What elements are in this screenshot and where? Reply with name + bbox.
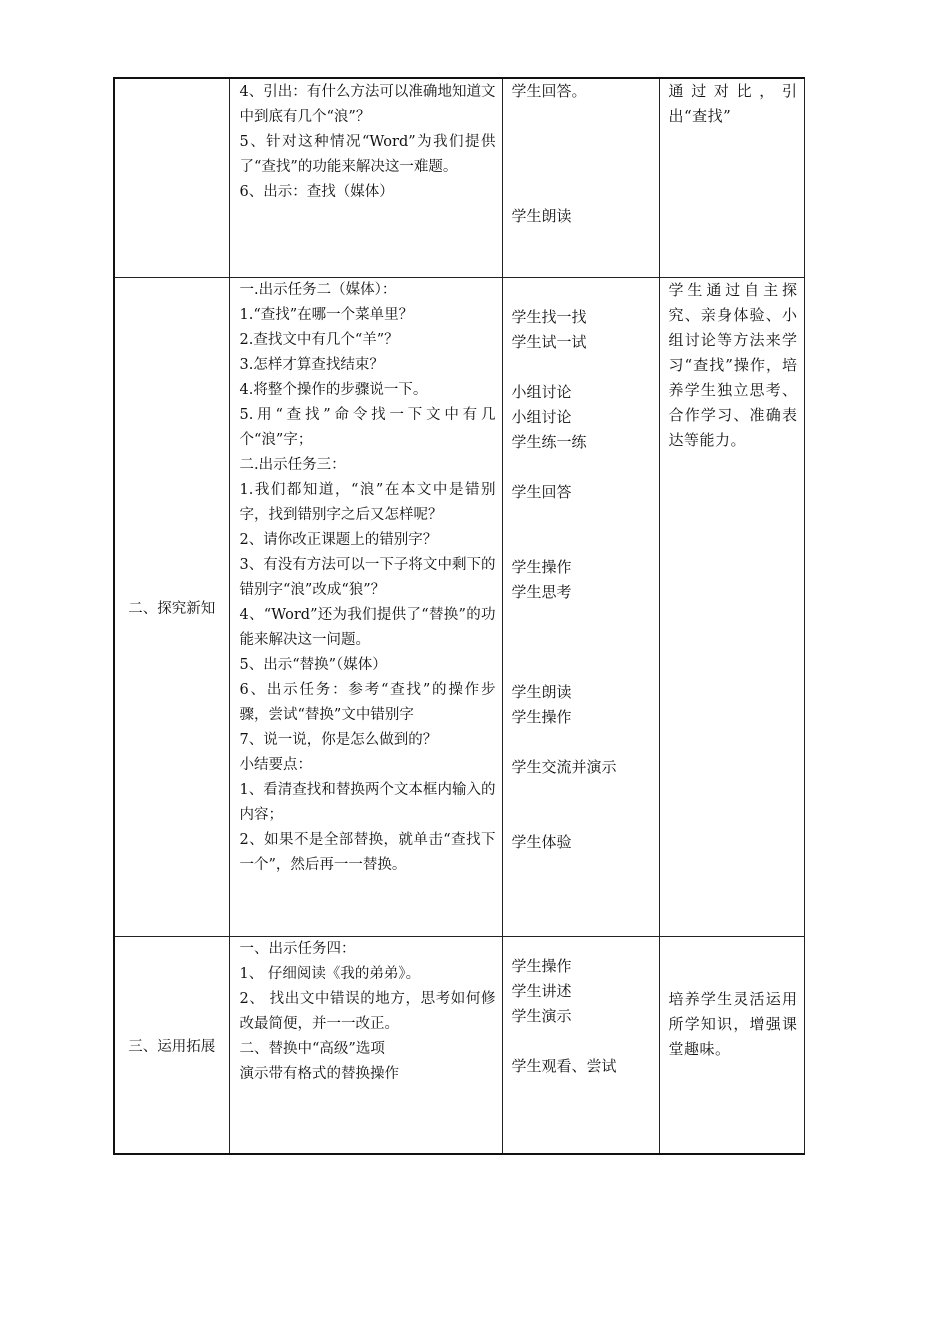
cell-line [503,805,659,830]
cell-line: 二.出示任务三： [239,457,346,473]
cell-line: 学生观看、尝试 [511,1057,617,1075]
cell-line [503,1029,659,1054]
cell-line: 5、出示“替换”（媒体） [239,657,387,673]
cell-line: 学生回答。 [511,82,587,100]
cell-line: 学生朗读 [511,207,572,225]
cell-line: 1.我们都知道，“浪”在本文中是错别字，找到错别字之后又怎样呢？ [239,482,496,523]
cell-line [503,280,659,305]
cell-line [503,129,659,154]
cell-line: 3、有没有方法可以一下子将文中剩下的错别字“浪”改成“狼”？ [239,557,496,598]
cell-line [503,780,659,805]
cell-line: 学生操作 [511,957,572,975]
cell-line: 学生朗读 [511,683,572,701]
cell-line: 6、出示任务：参考“查找”的操作步骤，尝试“替换”文中错别字 [239,682,496,723]
design-intent-cell [659,937,804,1155]
cell-line: 2、请你改正课题上的错别字？ [239,532,438,548]
cell-line [503,355,659,380]
cell-line: 通过对比，引出“查找” [668,82,798,125]
cell-line [503,104,659,129]
stage-cell: 三、运用拓展 [114,937,229,1155]
cell-line: 学生讲述 [511,982,572,1000]
cell-line [503,530,659,555]
cell-line [503,655,659,680]
cell-line: 小结要点： [239,757,312,773]
cell-line: 演示带有格式的替换操作 [239,1066,399,1082]
cell-line [503,505,659,530]
cell-line: 4.将整个操作的步骤说一下。 [239,382,428,398]
teaching-content-cell [229,78,502,278]
cell-line: 4、引出：有什么方法可以准确地知道文中到底有几个“浪”？ [239,84,496,125]
table-row [114,278,804,937]
cell-line: 7、说一说，你是怎么做到的？ [239,732,438,748]
cell-line [503,179,659,204]
cell-line [503,730,659,755]
table-row [114,78,804,278]
student-activity-cell [502,278,659,937]
cell-line: 二、替换中“高级”选项 [239,1041,385,1057]
teaching-content-cell [229,278,502,937]
cell-line: 学生操作 [511,708,572,726]
cell-line: 学生思考 [511,583,572,601]
cell-line: 学生回答 [511,483,572,501]
cell-line: 小组讨论 [511,408,572,426]
cell-line: 学生交流并演示 [511,758,617,776]
cell-line: 学生体验 [511,833,572,851]
cell-line: 6、出示：查找（媒体） [239,184,394,200]
cell-line: 5.用“查找”命令找一下文中有几个“浪”字； [239,407,496,448]
cell-line: 3.怎样才算查找结束？ [239,357,384,373]
lesson-plan-table [113,77,805,1155]
stage-cell [114,78,229,278]
cell-line: 2、 找出文中错误的地方，思考如何修改最简便，并一一改正。 [239,991,496,1032]
stage-cell: 二、探究新知 [114,278,229,937]
cell-line [503,154,659,179]
cell-line: 学生练一练 [511,433,587,451]
cell-line: 2.查找文中有几个“羊”？ [239,332,399,348]
cell-line: 1.“查找”在哪一个菜单里？ [239,307,414,323]
design-intent-cell [659,78,804,278]
cell-line: 1、 仔细阅读《我的弟弟》。 [239,966,421,982]
cell-line: 4、“Word”还为我们提供了“替换”的功能来解决这一问题。 [239,607,496,648]
cell-line [503,630,659,655]
cell-line: 小组讨论 [511,383,572,401]
cell-line: 5、针对这种情况“Word”为我们提供了“查找”的功能来解决这一难题。 [239,134,496,175]
cell-line: 学生找一找 [511,308,587,326]
student-activity-cell [502,937,659,1155]
cell-line [503,455,659,480]
teaching-content-cell [229,937,502,1155]
cell-line: 培养学生灵活运用所学知识，增强课堂趣味。 [668,990,798,1058]
table-row [114,937,804,1155]
cell-line: 学生通过自主探究、亲身体验、小组讨论等方法来学习“查找”操作，培养学生独立思考、合作学习、准确表达等能力。 [668,281,798,449]
cell-line: 学生操作 [511,558,572,576]
cell-line: 1、看清查找和替换两个文本框内输入的内容； [239,782,496,823]
student-activity-cell [502,78,659,278]
cell-line: 2、如果不是全部替换，就单击“查找下一个”，然后再一一替换。 [239,832,496,873]
cell-line: 学生试一试 [511,333,587,351]
cell-line: 一.出示任务二（媒体）： [239,282,397,298]
cell-line: 一、出示任务四： [239,941,356,957]
cell-line: 学生演示 [511,1007,572,1025]
design-intent-cell [659,278,804,937]
cell-line [503,605,659,630]
